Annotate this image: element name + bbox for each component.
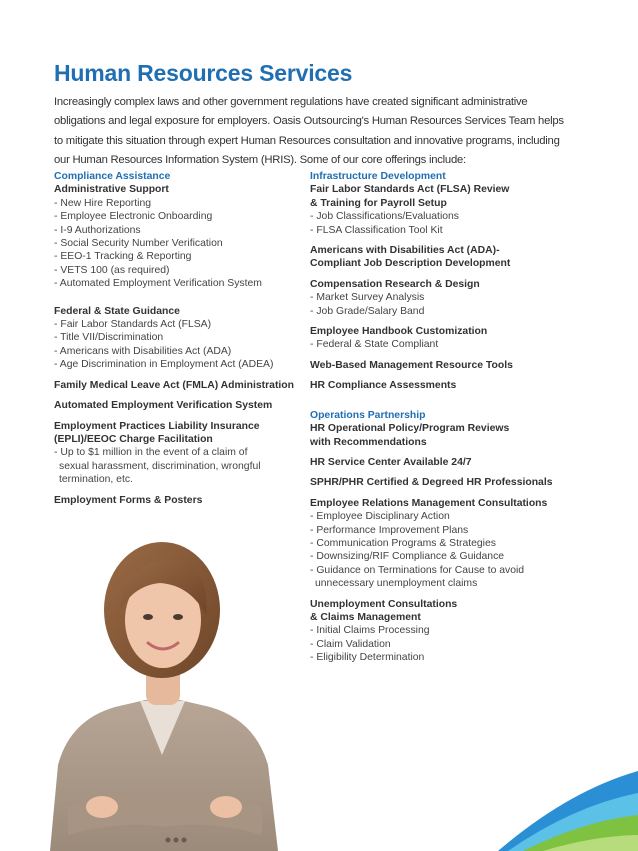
list-item: - Fair Labor Standards Act (FLSA): [54, 319, 212, 331]
flsa-list: [310, 210, 580, 237]
list-item: - FLSA Classification Tool Kit: [310, 224, 443, 236]
list-item: - Americans with Disabilities Act (ADA): [54, 345, 232, 357]
list-item: - Up to $1 million in the event of a claim of sexual harassment, discrimination, wrongful termination, etc.: [54, 447, 261, 486]
item-title-compensation: Compensation Research & Design: [310, 278, 480, 290]
federal-state-list: [54, 318, 304, 372]
section-heading-operations: Operations Partnership: [310, 409, 426, 421]
section-heading-infrastructure: Infrastructure Development: [310, 171, 446, 182]
item-title-policy-2: with Recommendations: [310, 436, 427, 448]
list-item: - Job Grade/Salary Band: [310, 305, 425, 317]
intro-paragraph: Increasingly complex laws and other government regulations have created significant administrative obligations and legal exposure for employers. Oasis Outsourcing's Human Resources Services Team helps to mitigate this situation through expert Human Resources consultation and innovative programs, including our Human Resources Information System (HRIS). Some of our core offerings include:: [54, 96, 564, 167]
list-item: - Title VII/Discrimination: [54, 332, 164, 344]
item-title-service-center: HR Service Center Available 24/7: [310, 456, 472, 468]
item-title-handbook: Employee Handbook Customization: [310, 326, 488, 338]
item-title-flsa-1: Fair Labor Standards Act (FLSA) Review: [310, 184, 510, 196]
item-title-sphr: SPHR/PHR Certified & Degreed HR Professionals: [310, 477, 553, 489]
item-title-admin-support: Administrative Support: [54, 184, 169, 196]
item-title-fmla: Family Medical Leave Act (FMLA) Administration: [54, 379, 294, 391]
handbook-list: [310, 338, 580, 351]
item-title-epli-1: Employment Practices Liability Insurance: [54, 420, 260, 432]
item-title-erm: Employee Relations Management Consultations: [310, 497, 548, 509]
list-item: - Age Discrimination in Employment Act (ADEA): [54, 359, 274, 371]
item-title-aevs: Automated Employment Verification System: [54, 400, 273, 412]
list-item: - VETS 100 (as required): [54, 264, 170, 276]
list-item: - Employee Disciplinary Action: [310, 511, 450, 523]
list-item: - New Hire Reporting: [54, 197, 152, 209]
list-item: - I-9 Authorizations: [54, 224, 141, 236]
list-item: - EEO-1 Tracking & Reporting: [54, 251, 192, 263]
list-item: - Automated Employment Verification System: [54, 278, 262, 290]
list-item: - Social Security Number Verification: [54, 238, 223, 250]
list-item: - Job Classifications/Evaluations: [310, 211, 460, 223]
item-title-unemployment-1: Unemployment Consultations: [310, 598, 458, 610]
item-title-hr-compliance: HR Compliance Assessments: [310, 380, 457, 392]
item-title-flsa-2: & Training for Payroll Setup: [310, 197, 447, 209]
left-column: [54, 170, 304, 507]
section-heading-compliance: Compliance Assistance: [54, 171, 171, 182]
item-title-federal-state: Federal & State Guidance: [54, 305, 180, 317]
list-item: - Federal & State Compliant: [310, 339, 439, 351]
item-title-ada-2: Compliant Job Description Development: [310, 258, 511, 270]
item-title-unemployment-2: & Claims Management: [310, 611, 421, 623]
item-title-policy-1: HR Operational Policy/Program Reviews: [310, 423, 510, 435]
compensation-list: [310, 291, 580, 318]
list-item: - Performance Improvement Plans: [310, 524, 469, 536]
admin-support-list: [54, 197, 304, 291]
list-item: - Claim Validation: [310, 638, 391, 650]
list-item: - Guidance on Terminations for Cause to avoid unnecessary unemployment claims: [310, 564, 525, 590]
item-title-forms-posters: Employment Forms & Posters: [54, 494, 203, 506]
list-item: - Downsizing/RIF Compliance & Guidance: [310, 551, 505, 563]
item-title-epli-2: (EPLI)/EEOC Charge Facilitation: [54, 433, 213, 445]
list-item: - Employee Electronic Onboarding: [54, 211, 213, 223]
list-item: - Market Survey Analysis: [310, 292, 425, 304]
erm-list: [310, 510, 580, 590]
list-item: - Communication Programs & Strategies: [310, 537, 496, 549]
item-title-web-tools: Web-Based Management Resource Tools: [310, 359, 513, 371]
unemployment-list: [310, 624, 580, 664]
list-item: - Initial Claims Processing: [310, 625, 430, 637]
page-title: Human Resources Services: [54, 60, 353, 86]
list-item: - Eligibility Determination: [310, 652, 425, 664]
businesswoman-photo: [40, 515, 285, 851]
right-column: [310, 170, 580, 665]
item-title-ada-1: Americans with Disabilities Act (ADA)-: [310, 245, 500, 257]
decorative-swoosh: [498, 731, 638, 851]
epli-list: [54, 446, 304, 486]
